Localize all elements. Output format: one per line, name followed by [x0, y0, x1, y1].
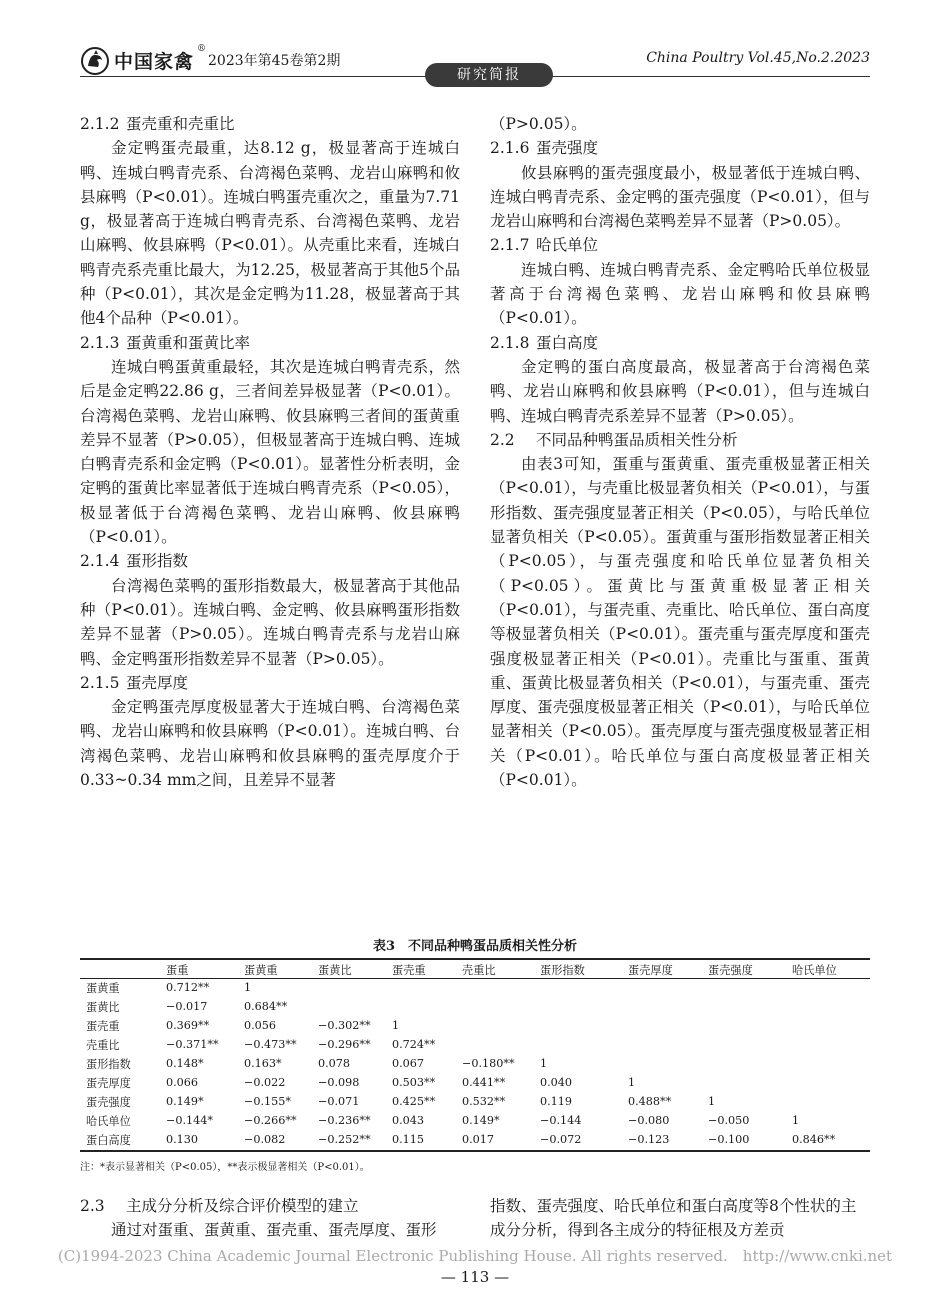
- table-header-row: [80, 961, 870, 978]
- column-header: [80, 961, 160, 978]
- issue-info: 2023年第45卷第2期: [208, 53, 341, 69]
- table-row: [80, 978, 870, 997]
- table-row: [80, 997, 870, 1016]
- left-column: [80, 112, 460, 792]
- paragraph-2-3-right: 指数、蛋壳强度、哈氏单位和蛋白高度等8个性状的主成分分析，得到各主成分的特征根及方差贡: [490, 1197, 857, 1240]
- paragraph-2-1-2: 金定鸭蛋壳最重，达8.12 g，极显著高于连城白鸭、连城白鸭青壳系、台湾褐色菜鸭、龙岩山麻鸭和攸县麻鸭（P<0.01）。连城白鸭蛋壳重次之，重量为7.71 g，极显著高于连城白鸭青壳系、台湾褐色菜鸭、龙岩山麻鸭、攸县麻鸭（P<0.01）。从壳重比来看，连城白鸭青壳系壳重比最大，为12.25，极显著高于其他5个品种（P<0.01），其次是金定鸭为11.28，极显著高于其他4个品种（P<0.01）。: [80, 139, 460, 328]
- table-cell: 0.149*: [462, 1114, 500, 1127]
- column-header: 蛋重: [166, 963, 189, 977]
- paragraph-2-1-4: 台湾褐色菜鸭的蛋形指数最大，极显著高于其他品种（P<0.01）。连城白鸭、金定鸭、攸县麻鸭蛋形指数差异不显著（P>0.05）。连城白鸭青壳系与龙岩山麻鸭、金定鸭蛋形指数差异不显著（P>0.05）。: [80, 576, 460, 668]
- row-label: 蛋黄重: [86, 981, 120, 995]
- table-cell: [312, 978, 386, 997]
- table-cell: 1: [244, 981, 252, 994]
- correlation-table: [80, 961, 870, 1149]
- row-label: 蛋白高度: [86, 1133, 131, 1147]
- table-cell: 1: [540, 1057, 548, 1070]
- table-cell: [386, 978, 456, 997]
- paragraph-2-1-5: 金定鸭蛋壳厚度极显著大于连城白鸭、台湾褐色菜鸭、龙岩山麻鸭和攸县麻鸭（P<0.01）。连城白鸭、台湾褐色菜鸭、龙岩山麻鸭和攸县麻鸭的蛋壳厚度介于0.33~0.34 mm之间，且差异不显著: [80, 698, 460, 790]
- table-cell: −0.296**: [318, 1038, 371, 1051]
- table-cell: 0.043: [392, 1114, 425, 1127]
- heading-2-1-8: 2.1.8 蛋白高度: [490, 333, 599, 352]
- journal-info: China Poultry Vol.45,No.2.2023: [646, 50, 870, 66]
- table-cell: 0.119: [540, 1095, 573, 1108]
- table-cell: 0.488**: [628, 1095, 672, 1108]
- column-header: 蛋形指数: [540, 963, 585, 977]
- column-header: 壳重比: [462, 963, 496, 977]
- copyright-watermark: (C)1994-2023 China Academic Journal Electronic Publishing House. All rights reserved. http://www.cnki.net: [57, 1247, 893, 1265]
- table-cell: [534, 997, 622, 1016]
- row-label: 哈氏单位: [86, 1114, 131, 1128]
- table-cell: [702, 997, 786, 1016]
- table-cell: 0.503**: [392, 1076, 436, 1089]
- table-cell: [786, 997, 870, 1016]
- table-cell: 0.846**: [792, 1133, 836, 1146]
- table-cell: 1: [708, 1095, 716, 1108]
- right-column: [490, 112, 870, 792]
- table-cell: 1: [628, 1076, 636, 1089]
- table-cell: [534, 1016, 622, 1035]
- table-caption: 表3 不同品种鸭蛋品质相关性分析: [372, 939, 578, 954]
- table-cell: [702, 1035, 786, 1054]
- table-cell: [622, 997, 702, 1016]
- table-row: [80, 1016, 870, 1035]
- table-cell: −0.050: [708, 1114, 750, 1127]
- paragraph-2-1-8: 金定鸭的蛋白高度最高，极显著高于台湾褐色菜鸭、龙岩山麻鸭和攸县麻鸭（P<0.01），但与连城白鸭、连城白鸭青壳系差异不显著（P>0.05）。: [490, 357, 870, 425]
- table-bottom-rule: [80, 1150, 870, 1152]
- table-cell: −0.371**: [166, 1038, 219, 1051]
- row-label: 蛋壳厚度: [86, 1076, 131, 1090]
- table-note: 注：*表示显著相关（P<0.05），**表示极显著相关（P<0.01）。: [80, 1162, 370, 1173]
- table-cell: 0.066: [166, 1076, 199, 1089]
- row-label: 蛋壳强度: [86, 1095, 131, 1109]
- table-cell: 0.684**: [244, 1000, 288, 1013]
- column-header: 蛋黄比: [318, 963, 352, 977]
- paragraph-2-1-5-continued: （P>0.05）。: [490, 115, 587, 133]
- table-cell: 0.078: [318, 1057, 351, 1070]
- table-cell: [456, 997, 534, 1016]
- table-cell: −0.071: [318, 1095, 360, 1108]
- table-cell: 1: [792, 1114, 800, 1127]
- table-cell: −0.123: [628, 1133, 670, 1146]
- table-cell: [534, 978, 622, 997]
- table-cell: −0.100: [708, 1133, 750, 1146]
- table-cell: [702, 1073, 786, 1092]
- table-cell: [534, 1035, 622, 1054]
- column-header: 蛋黄重: [244, 963, 278, 977]
- rooster-logo-icon: [80, 46, 110, 76]
- table-cell: [786, 1073, 870, 1092]
- paragraph-2-3-left: 通过对蛋重、蛋黄重、蛋壳重、蛋壳厚度、蛋形: [111, 1221, 437, 1239]
- table-cell: 0.425**: [392, 1095, 436, 1108]
- logo-text: 中国家禽: [114, 51, 195, 73]
- row-label: 蛋壳重: [86, 1019, 120, 1033]
- table-cell: [702, 1016, 786, 1035]
- table-cell: [456, 978, 534, 997]
- row-label: 壳重比: [86, 1038, 120, 1052]
- table-cell: −0.072: [540, 1133, 582, 1146]
- table-cell: 0.532**: [462, 1095, 506, 1108]
- table-cell: −0.155*: [244, 1095, 291, 1108]
- column-header: 蛋壳重: [392, 963, 426, 977]
- table-cell: 0.724**: [392, 1038, 436, 1051]
- table-cell: [622, 978, 702, 997]
- table-cell: −0.022: [244, 1076, 286, 1089]
- heading-2-3: 2.3 主成分分析及综合评价模型的建立: [80, 1197, 359, 1215]
- page-number: — 113 —: [440, 1268, 510, 1286]
- table-cell: [786, 1054, 870, 1073]
- column-header: 蛋壳强度: [708, 963, 753, 977]
- table-cell: [622, 1016, 702, 1035]
- table-cell: 0.163*: [244, 1057, 282, 1070]
- heading-2-1-4: 2.1.4 蛋形指数: [80, 552, 189, 571]
- table-cell: −0.017: [166, 1000, 208, 1013]
- table-cell: [702, 1054, 786, 1073]
- column-header: 蛋壳厚度: [628, 963, 673, 977]
- table-cell: [786, 1016, 870, 1035]
- table-cell: 0.441**: [462, 1076, 506, 1089]
- table-cell: [786, 978, 870, 997]
- table-cell: −0.082: [244, 1133, 286, 1146]
- table-cell: [622, 1054, 702, 1073]
- table-cell: −0.266**: [244, 1114, 297, 1127]
- table-cell: −0.180**: [462, 1057, 515, 1070]
- table-cell: [386, 997, 456, 1016]
- table-cell: [312, 997, 386, 1016]
- paragraph-2-1-7: 连城白鸭、连城白鸭青壳系、金定鸭哈氏单位极显著高于台湾褐色菜鸭、龙岩山麻鸭和攸县麻鸭（P<0.01）。: [490, 260, 870, 328]
- table-cell: −0.473**: [244, 1038, 297, 1051]
- row-label: 蛋形指数: [86, 1057, 131, 1071]
- paragraph-2-2: 由表3可知，蛋重与蛋黄重、蛋壳重极显著正相关（P<0.01），与壳重比极显著负相关（P<0.01），与蛋形指数、蛋壳强度显著正相关（P<0.05），与哈氏单位显著负相关（P<0.05）。蛋黄重与蛋形指数显著正相关（P<0.05），与蛋壳强度和哈氏单位显著负相关（P<0.05）。蛋黄比与蛋黄重极显著正相关（P<0.01），与蛋壳重、壳重比、哈氏单位、蛋白高度等极显著负相关（P<0.01）。蛋壳重与蛋壳厚度和蛋壳强度极显著正相关（P<0.01）。壳重比与蛋重、蛋黄重、蛋黄比极显著负相关（P<0.01），与蛋壳重、蛋壳厚度、蛋壳强度极显著正相关（P<0.01），与哈氏单位显著相关（P<0.05）。蛋壳厚度与蛋壳强度极显著正相关（P<0.01）。哈氏单位与蛋白高度极显著正相关（P<0.01）。: [490, 455, 870, 790]
- table-cell: −0.098: [318, 1076, 360, 1089]
- heading-2-1-6: 2.1.6 蛋壳强度: [490, 139, 599, 158]
- table-cell: [786, 1035, 870, 1054]
- table-cell: 0.148*: [166, 1057, 204, 1070]
- table-cell: −0.144*: [166, 1114, 213, 1127]
- row-label: 蛋黄比: [86, 1000, 120, 1014]
- heading-2-1-2: 2.1.2 蛋壳重和壳重比: [80, 115, 235, 133]
- table-cell: 0.056: [244, 1019, 277, 1032]
- table-cell: [786, 1092, 870, 1111]
- section-tab: 研究简报: [425, 63, 553, 87]
- table-cell: 0.130: [166, 1133, 199, 1146]
- column-header: 哈氏单位: [792, 963, 837, 977]
- registered-mark: ®: [197, 44, 206, 54]
- table-row: [80, 1111, 870, 1130]
- table-row: [80, 1130, 870, 1149]
- table-cell: −0.252**: [318, 1133, 371, 1146]
- table-cell: −0.080: [628, 1114, 670, 1127]
- table-cell: −0.302**: [318, 1019, 371, 1032]
- table-row: [80, 1092, 870, 1111]
- table-cell: 0.017: [462, 1133, 495, 1146]
- table-cell: −0.144: [540, 1114, 582, 1127]
- table-row: [80, 1054, 870, 1073]
- table-cell: 0.040: [540, 1076, 573, 1089]
- table-cell: [702, 978, 786, 997]
- table-cell: 0.712**: [166, 981, 210, 994]
- table-row: [80, 1035, 870, 1054]
- heading-2-1-7: 2.1.7 哈氏单位: [490, 236, 599, 255]
- table-cell: 0.369**: [166, 1019, 210, 1032]
- paragraph-2-1-6: 攸县麻鸭的蛋壳强度最小，极显著低于连城白鸭、连城白鸭青壳系、金定鸭的蛋壳强度（P<0.01），但与龙岩山麻鸭和台湾褐色菜鸭差异不显著（P>0.05）。: [490, 163, 870, 231]
- table-cell: [622, 1035, 702, 1054]
- table-cell: 0.115: [392, 1133, 425, 1146]
- heading-2-1-5: 2.1.5 蛋壳厚度: [80, 673, 189, 692]
- heading-2-2: 2.2 不同品种鸭蛋品质相关性分析: [490, 430, 738, 449]
- table-top-rule: [80, 958, 870, 960]
- paragraph-2-1-3: 连城白鸭蛋黄重最轻，其次是连城白鸭青壳系，然后是金定鸭22.86 g，三者间差异极显著（P<0.01）。台湾褐色菜鸭、龙岩山麻鸭、攸县麻鸭三者间的蛋黄重差异不显著（P>0.05），但极显著高于连城白鸭、连城白鸭青壳系和金定鸭（P<0.01）。显著性分析表明，金定鸭的蛋黄比率显著低于连城白鸭青壳系（P<0.05），极显著低于台湾褐色菜鸭、龙岩山麻鸭、攸县麻鸭（P<0.01）。: [80, 357, 460, 547]
- table-cell: [456, 1016, 534, 1035]
- table-cell: 1: [392, 1019, 400, 1032]
- table-cell: [456, 1035, 534, 1054]
- table-cell: −0.236**: [318, 1114, 371, 1127]
- heading-2-1-3: 2.1.3 蛋黄重和蛋黄比率: [80, 333, 251, 352]
- table-cell: 0.067: [392, 1057, 425, 1070]
- table-cell: 0.149*: [166, 1095, 204, 1108]
- table-row: [80, 1073, 870, 1092]
